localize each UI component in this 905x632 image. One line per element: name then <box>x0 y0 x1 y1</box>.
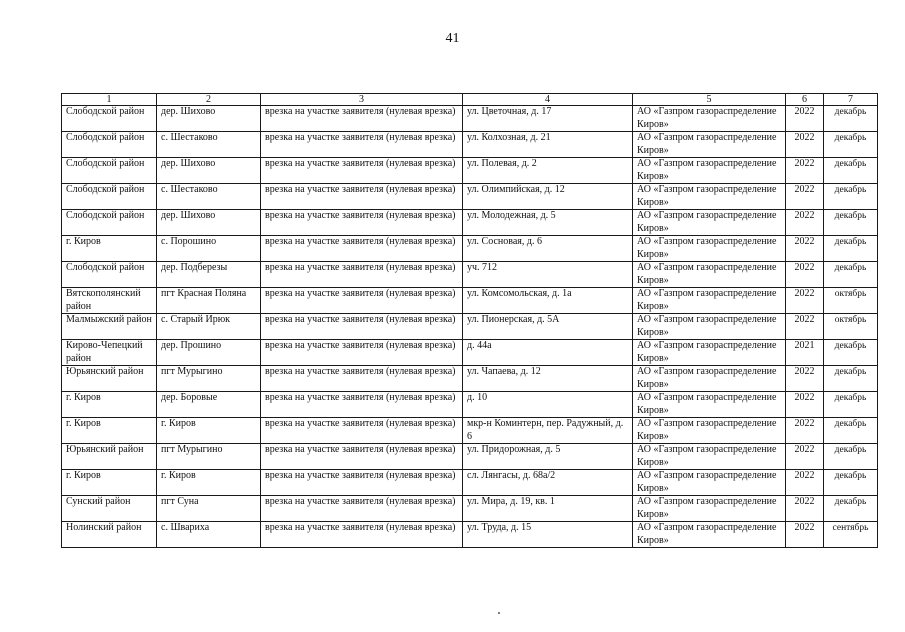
cell-connection-type: врезка на участке заявителя (нулевая врезка) <box>261 262 463 288</box>
cell-district: Слободской район <box>62 210 157 236</box>
table-row <box>62 236 878 262</box>
cell-organization: АО «Газпром газораспределение Киров» <box>633 496 786 522</box>
cell-organization: АО «Газпром газораспределение Киров» <box>633 262 786 288</box>
cell-address: ул. Мира, д. 19, кв. 1 <box>463 496 633 522</box>
cell-organization: АО «Газпром газораспределение Киров» <box>633 158 786 184</box>
cell-year: 2022 <box>786 314 824 340</box>
cell-connection-type: врезка на участке заявителя (нулевая врезка) <box>261 210 463 236</box>
cell-year: 2022 <box>786 210 824 236</box>
cell-year: 2022 <box>786 392 824 418</box>
table-row <box>62 288 878 314</box>
cell-connection-type: врезка на участке заявителя (нулевая врезка) <box>261 470 463 496</box>
cell-district: Сунский район <box>62 496 157 522</box>
cell-address: ул. Труда, д. 15 <box>463 522 633 548</box>
table-row <box>62 132 878 158</box>
header-row <box>62 94 878 106</box>
cell-locality: пгт Мурыгино <box>157 366 261 392</box>
column-header: 2 <box>157 94 261 106</box>
column-header: 7 <box>824 94 878 106</box>
cell-organization: АО «Газпром газораспределение Киров» <box>633 288 786 314</box>
column-header: 6 <box>786 94 824 106</box>
cell-year: 2022 <box>786 496 824 522</box>
cell-month: декабрь <box>824 444 878 470</box>
cell-connection-type: врезка на участке заявителя (нулевая врезка) <box>261 132 463 158</box>
cell-district: Юрьянский район <box>62 366 157 392</box>
cell-locality: пгт Мурыгино <box>157 444 261 470</box>
cell-organization: АО «Газпром газораспределение Киров» <box>633 236 786 262</box>
cell-month: декабрь <box>824 184 878 210</box>
cell-address: ул. Сосновая, д. 6 <box>463 236 633 262</box>
cell-organization: АО «Газпром газораспределение Киров» <box>633 522 786 548</box>
cell-month: декабрь <box>824 496 878 522</box>
cell-month: декабрь <box>824 262 878 288</box>
cell-month: декабрь <box>824 106 878 132</box>
cell-address: ул. Придорожная, д. 5 <box>463 444 633 470</box>
cell-connection-type: врезка на участке заявителя (нулевая врезка) <box>261 158 463 184</box>
cell-locality: дер. Шихово <box>157 158 261 184</box>
cell-locality: с. Шестаково <box>157 184 261 210</box>
table-row <box>62 158 878 184</box>
cell-address: ул. Олимпийская, д. 12 <box>463 184 633 210</box>
table-row <box>62 340 878 366</box>
cell-year: 2021 <box>786 340 824 366</box>
table-row <box>62 496 878 522</box>
cell-address: д. 44а <box>463 340 633 366</box>
table-row <box>62 314 878 340</box>
cell-address: мкр-н Коминтерн, пер. Радужный, д. 6 <box>463 418 633 444</box>
cell-connection-type: врезка на участке заявителя (нулевая врезка) <box>261 106 463 132</box>
cell-district: Слободской район <box>62 106 157 132</box>
cell-organization: АО «Газпром газораспределение Киров» <box>633 444 786 470</box>
cell-connection-type: врезка на участке заявителя (нулевая врезка) <box>261 522 463 548</box>
cell-organization: АО «Газпром газораспределение Киров» <box>633 132 786 158</box>
table-row <box>62 106 878 132</box>
cell-organization: АО «Газпром газораспределение Киров» <box>633 340 786 366</box>
data-table <box>61 93 878 548</box>
cell-year: 2022 <box>786 158 824 184</box>
cell-year: 2022 <box>786 418 824 444</box>
cell-address: уч. 712 <box>463 262 633 288</box>
column-header: 3 <box>261 94 463 106</box>
cell-month: декабрь <box>824 210 878 236</box>
cell-year: 2022 <box>786 444 824 470</box>
cell-locality: дер. Подберезы <box>157 262 261 288</box>
cell-month: декабрь <box>824 132 878 158</box>
cell-organization: АО «Газпром газораспределение Киров» <box>633 314 786 340</box>
cell-locality: с. Швариха <box>157 522 261 548</box>
table-row <box>62 522 878 548</box>
cell-address: ул. Полевая, д. 2 <box>463 158 633 184</box>
cell-locality: пгт Суна <box>157 496 261 522</box>
column-header: 5 <box>633 94 786 106</box>
table-row <box>62 444 878 470</box>
cell-year: 2022 <box>786 236 824 262</box>
column-header: 1 <box>62 94 157 106</box>
cell-organization: АО «Газпром газораспределение Киров» <box>633 366 786 392</box>
cell-year: 2022 <box>786 106 824 132</box>
cell-address: ул. Пионерская, д. 5А <box>463 314 633 340</box>
cell-locality: г. Киров <box>157 470 261 496</box>
cell-month: декабрь <box>824 340 878 366</box>
table-row <box>62 470 878 496</box>
cell-connection-type: врезка на участке заявителя (нулевая врезка) <box>261 444 463 470</box>
table-row <box>62 366 878 392</box>
cell-year: 2022 <box>786 366 824 392</box>
cell-month: декабрь <box>824 158 878 184</box>
cell-locality: дер. Прошино <box>157 340 261 366</box>
page-number: 41 <box>445 31 460 46</box>
cell-month: декабрь <box>824 366 878 392</box>
cell-district: г. Киров <box>62 418 157 444</box>
cell-connection-type: врезка на участке заявителя (нулевая врезка) <box>261 392 463 418</box>
cell-district: Вятскополянский район <box>62 288 157 314</box>
table-row <box>62 262 878 288</box>
cell-month: октябрь <box>824 288 878 314</box>
table-row <box>62 392 878 418</box>
cell-connection-type: врезка на участке заявителя (нулевая врезка) <box>261 184 463 210</box>
cell-district: г. Киров <box>62 236 157 262</box>
cell-locality: дер. Шихово <box>157 210 261 236</box>
cell-connection-type: врезка на участке заявителя (нулевая врезка) <box>261 314 463 340</box>
cell-district: Малмыжский район <box>62 314 157 340</box>
table-row <box>62 418 878 444</box>
cell-month: декабрь <box>824 470 878 496</box>
cell-district: Слободской район <box>62 132 157 158</box>
cell-address: ул. Комсомольская, д. 1а <box>463 288 633 314</box>
cell-month: декабрь <box>824 392 878 418</box>
cell-locality: с. Старый Ирюк <box>157 314 261 340</box>
cell-month: декабрь <box>824 236 878 262</box>
cell-month: октябрь <box>824 314 878 340</box>
cell-organization: АО «Газпром газораспределение Киров» <box>633 106 786 132</box>
cell-district: г. Киров <box>62 470 157 496</box>
cell-district: Слободской район <box>62 262 157 288</box>
cell-address: ул. Молодежная, д. 5 <box>463 210 633 236</box>
cell-connection-type: врезка на участке заявителя (нулевая врезка) <box>261 236 463 262</box>
cell-district: Слободской район <box>62 158 157 184</box>
table-row <box>62 210 878 236</box>
cell-district: г. Киров <box>62 392 157 418</box>
cell-connection-type: врезка на участке заявителя (нулевая врезка) <box>261 496 463 522</box>
column-header: 4 <box>463 94 633 106</box>
cell-address: ул. Чапаева, д. 12 <box>463 366 633 392</box>
cell-organization: АО «Газпром газораспределение Киров» <box>633 184 786 210</box>
cell-district: Кирово-Чепецкий район <box>62 340 157 366</box>
cell-district: Слободской район <box>62 184 157 210</box>
cell-locality: дер. Шихово <box>157 106 261 132</box>
cell-locality: с. Шестаково <box>157 132 261 158</box>
cell-year: 2022 <box>786 522 824 548</box>
cell-locality: с. Порошино <box>157 236 261 262</box>
cell-year: 2022 <box>786 288 824 314</box>
table-body <box>62 106 878 548</box>
cell-organization: АО «Газпром газораспределение Киров» <box>633 470 786 496</box>
cell-district: Нолинский район <box>62 522 157 548</box>
cell-connection-type: врезка на участке заявителя (нулевая врезка) <box>261 366 463 392</box>
cell-address: ул. Колхозная, д. 21 <box>463 132 633 158</box>
cell-address: ул. Цветочная, д. 17 <box>463 106 633 132</box>
cell-year: 2022 <box>786 470 824 496</box>
cell-address: д. 10 <box>463 392 633 418</box>
scan-speck <box>498 612 500 614</box>
cell-organization: АО «Газпром газораспределение Киров» <box>633 418 786 444</box>
cell-month: сентябрь <box>824 522 878 548</box>
cell-year: 2022 <box>786 262 824 288</box>
cell-year: 2022 <box>786 184 824 210</box>
cell-month: декабрь <box>824 418 878 444</box>
cell-organization: АО «Газпром газораспределение Киров» <box>633 210 786 236</box>
cell-organization: АО «Газпром газораспределение Киров» <box>633 392 786 418</box>
cell-year: 2022 <box>786 132 824 158</box>
table-row <box>62 184 878 210</box>
cell-connection-type: врезка на участке заявителя (нулевая врезка) <box>261 288 463 314</box>
cell-locality: пгт Красная Поляна <box>157 288 261 314</box>
cell-locality: г. Киров <box>157 418 261 444</box>
cell-locality: дер. Боровые <box>157 392 261 418</box>
cell-district: Юрьянский район <box>62 444 157 470</box>
cell-connection-type: врезка на участке заявителя (нулевая врезка) <box>261 418 463 444</box>
cell-address: сл. Лянгасы, д. 68а/2 <box>463 470 633 496</box>
cell-connection-type: врезка на участке заявителя (нулевая врезка) <box>261 340 463 366</box>
